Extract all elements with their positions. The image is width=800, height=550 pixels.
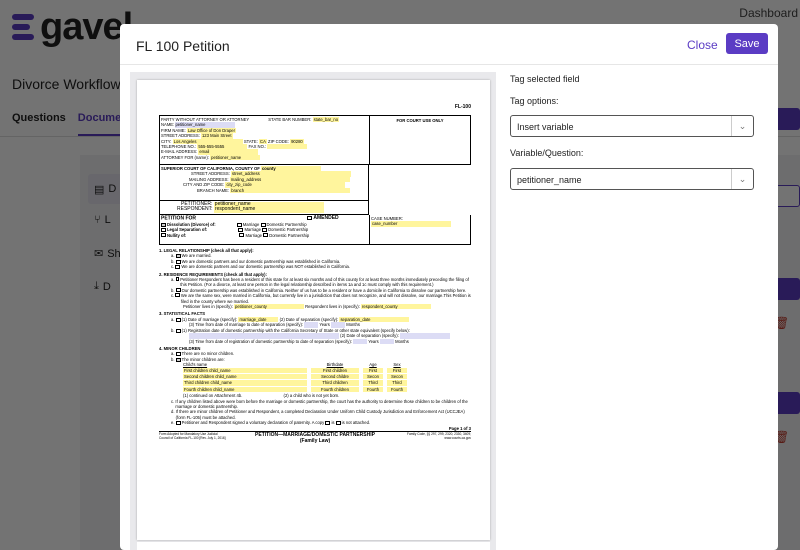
party-header: PARTY WITHOUT ATTORNEY OR ATTORNEY (161, 117, 250, 122)
child-birthdate-field[interactable]: Third children (311, 380, 359, 385)
child-sex-field[interactable]: Third (387, 380, 407, 385)
child-age-field[interactable]: First (363, 368, 383, 373)
variable-question-label: Variable/Question: (510, 148, 584, 158)
pdf-page-2 (137, 542, 490, 550)
county-field[interactable]: county (261, 166, 321, 171)
s2c-res-label: Respondent lives in (specify): (305, 304, 360, 310)
save-button[interactable]: Save (726, 33, 768, 54)
dom-opt: Domestic Partnership (266, 221, 307, 227)
birthdate-header: Birthdate (326, 362, 344, 368)
months-label: Months (395, 338, 409, 344)
zip-field[interactable]: 90280 (291, 138, 303, 144)
petition-for-label: PETITION FOR (161, 215, 196, 222)
court-city-field[interactable]: city_zip_code (225, 182, 345, 187)
s2b-text: Our domestic partnership was established in California. Neither of us has to be a resident or have a domicile in California to dissolve our partnership here. (181, 287, 467, 293)
months-label: Months (346, 322, 360, 328)
child-birthdate-field[interactable]: Second childre (311, 374, 359, 379)
legal-sep-label: Legal Separation of: (167, 227, 208, 233)
tag-options-value: Insert variable (517, 122, 574, 132)
dom-opt: Domestic Partnership (269, 232, 310, 238)
child-name-field[interactable]: Third children child_name (183, 380, 307, 385)
years-label: Years (319, 322, 330, 328)
court-branch-field[interactable]: branch (230, 188, 350, 193)
respondent-label: RESPONDENT: (177, 206, 213, 213)
firm-field[interactable]: Law Office of Don Draper (187, 127, 236, 133)
close-button[interactable]: Close (687, 38, 718, 52)
s2c-pet-label: Petitioner lives in (specify): (183, 304, 233, 310)
s2a-text: Petitioner Respondent has been a resident of this state for at least six months and of this county for at least three months immediately preceding the filing of this Petition. (For a divorce, at least one person in the legal relationship described in items 1a and 1c must comply with this requirement.) (180, 277, 469, 288)
fl100-form: FL-100 PARTY WITHOUT ATTORNEY OR ATTORNEY STATE BAR NUMBER: state_bar_no NAME: petitioner_name FIRM NAME: Law Office of Don Draper STREET ADDRESS: 123 Main Street CITY: Los Angeles STATE: CA ZIP CODE: 90280 TELEPHONE NO.: 555-555-5555 FAX NO.: E-MAIL ADDRESS: email ATTORNEY FOR (name): petitioner_name FOR COURT USE ONLY SUPERIOR COURT OF CALIFORNIA, COUNTY OF county STREET ADDRESS: street_address MAILING ADDRESS: mailing_address CITY AND ZIP CODE: city_zip_code BRANCH NAME: branch PETITIONER: petitioner_name RESPONDENT: respondent_name PETITION FOR AMENDED Dissolution (Divorce) of: Marriage Domestic Partnership Legal Separation of: Marriage Domestic Partnership Nullity of: Marriage Domestic Partnership CASE NUMBER: case_number 1. LEGAL RELATIONSHIP (check all that apply): a. We are married. b. We are domestic partners and our domestic partnership was established in California. c. We are domestic partners and our domestic partnership was NOT established in California. 2. RESIDENCE REQUIREMENTS (check all that apply): a. Petitioner Respondent has been a resident of this state for at least six months and of this county for at least three months immediately preceding the filing of this Petition. (For a divorce, at least one person in the legal relationship described in items 1a and 1c must comply with this requirement.) b. Our domestic partnership was established in California. Neither of us has to be a resident or have a domicile in California to dissolve our partnership here. c. We are the same sex, were married in California, but currently live in a jurisdiction that does not recognize, and will not dissolve, our marriage.This Petition is filed in the county where we married. Petitioner lives in (specify): petitioner_county Respondent lives in (specify): respondent_county 3. STATISTICAL FACTS a. (1) Date of marriage (specify): marriage_date (2) Date of separation (specify): separation_date (3) Time from date of marriage to date of separation (specify): Years Months b. (1) Registration date of domestic partnership with the California Secretary of State or other state equivalent (specify below): (2) Date of separation (specify): (3) Time from date of registration of domestic partnership to date of separation (specify): Years Months 4. MINOR CHILDREN a. There are no minor children. b. The minor children are: Child's name First children child_name Second children child_name Third children child_name Fourth children child_name Birthdate First children Second childre Third children Fourth children Age First Secon Third Fourth Sex First Secon Third Fourth (1) continued on Attachment 4b. (2) a child who is not yet born. c. If any children listed above were born before the marriage or domestic partnership, the court has the authority to determine those children to be children of the marriage or domestic partnership. d. If there are minor children of Petitioner and Respondent, a completed Declaration Under Uniform Child Custody Jurisdiction and Enforcement Act (UCCJEA) (form FL-105) must be attached. e. Petitioner and Respondent signed a voluntary declaration of paternity. A copy is is not attached. Page 1 of 3 Form Adopted for Mandatory Use Judicial Council of California FL-100 [Rev. July 1, 2016] PETITION—MARRIAGE/DOMESTIC PARTNERSHIP (Family Law) Family Code, §§ 297, 299, 2320, 2330, 3409; www.courts.ca.gov (159, 104, 471, 444)
email-field[interactable]: email (198, 149, 258, 154)
s3a2-label: (2) Date of separation (specify): (279, 316, 339, 322)
child-sex-field[interactable]: Fourth (387, 387, 407, 392)
child-name-field[interactable]: First children child_name (183, 368, 307, 373)
court-street-label: STREET ADDRESS: (191, 171, 230, 177)
child-name-header: Child's name (183, 362, 208, 368)
modal-divider (120, 64, 778, 65)
modal-title: FL 100 Petition (136, 38, 230, 54)
footer-left: Form Adopted for Mandatory Use Judicial Council of California FL-100 [Rev. July 1, 2016] (159, 432, 226, 440)
s4c-text: If any children listed above were born before the marriage or domestic partnership, the court has the authority to determine those children to be children of the marriage or domestic partnership. (175, 398, 468, 409)
tel-label: TELEPHONE NO.: (161, 144, 197, 150)
court-use-label: FOR COURT USE ONLY (396, 118, 444, 123)
state-label: STATE: (243, 138, 258, 144)
chevron-down-icon[interactable]: ⌄ (731, 116, 753, 136)
fax-field[interactable] (267, 144, 307, 149)
s2c-res-field[interactable]: respondent_county (361, 304, 431, 309)
atty-label: ATTORNEY FOR (name): (161, 154, 209, 160)
section-1-title: 1. LEGAL RELATIONSHIP (check all that apply): (159, 248, 254, 253)
fax-label: FAX NO.: (248, 144, 267, 150)
cont2-text: (2) a child who is not yet born. (283, 393, 340, 399)
s4b-text: The minor children are: (181, 356, 225, 362)
court-branch-label: BRANCH NAME: (197, 187, 230, 193)
name-label: NAME: (161, 122, 175, 128)
s3a2-field[interactable]: separation_date (339, 317, 409, 322)
variable-question-select[interactable] (510, 168, 754, 190)
court-mail-field[interactable]: mailing_address (230, 177, 350, 182)
s4a-text: There are no minor children. (181, 351, 235, 357)
sex-header: Sex (393, 362, 401, 368)
city-label: CITY: (161, 138, 172, 144)
tel-field[interactable]: 555-555-5555 (197, 144, 247, 149)
child-age-field[interactable]: Fourth (363, 387, 383, 392)
is-opt: is (331, 420, 335, 426)
pdf-page[interactable] (137, 80, 490, 540)
child-birthdate-field[interactable]: First children (311, 368, 359, 373)
s1b-text: We are domestic partners and our domestic partnership was established in California. (181, 258, 341, 264)
court-mail-label: MAILING ADDRESS: (189, 176, 229, 182)
zip-label: ZIP CODE: (268, 138, 289, 144)
nullity-label: Nullity of: (167, 232, 187, 238)
s3b1-label: (1) Registration date of domestic partnership with the California Secretary of State or other state equivalent (specify below): (181, 327, 410, 333)
dom-opt: Domestic Partnership (268, 227, 309, 233)
marriage-opt: Marriage (245, 232, 263, 238)
isnot-opt: is not (341, 420, 352, 426)
street-field[interactable]: 123 Main Street (201, 133, 232, 139)
child-age-field[interactable]: Third (363, 380, 383, 385)
bar-label: STATE BAR NUMBER: (268, 117, 312, 122)
section-4-title: 4. MINOR CHILDREN (159, 345, 201, 351)
s3a1-field[interactable]: marriage_date (238, 317, 278, 322)
tag-options-label: Tag options: (510, 96, 559, 106)
s3b3-label: (3) Time from date of registration of domestic partnership to date of separation (specify): (189, 338, 352, 344)
cont-text: (1) continued on Attachment 4b. (183, 393, 243, 399)
marriage-opt: Marriage (242, 221, 260, 227)
email-label: E-MAIL ADDRESS: (161, 149, 198, 155)
tag-options-select[interactable] (510, 115, 754, 137)
s2c-pet-field[interactable]: petitioner_county (234, 304, 304, 309)
court-street-field[interactable]: street_address (231, 171, 351, 176)
name-field[interactable]: petitioner_name (175, 122, 235, 127)
respondent-field[interactable]: respondent_name (214, 207, 324, 212)
s3a3-label: (3) Time from date of marriage to date of separation (specify): (189, 322, 304, 328)
child-sex-field[interactable]: Secon (387, 374, 407, 379)
child-sex-field[interactable]: First (387, 368, 407, 373)
footer-sub: (Family Law) (299, 438, 331, 444)
child-name-field[interactable]: Fourth children child_name (183, 387, 307, 392)
street-label: STREET ADDRESS: (161, 133, 200, 139)
s3a1-label: (1) Date of marriage (specify): (181, 316, 238, 322)
tag-selected-field-label: Tag selected field (510, 74, 580, 84)
dissolution-label: Dissolution (Divorce) of: (167, 221, 216, 227)
s1c-text: We are domestic partners and our domestic partnership was NOT established in California. (181, 264, 351, 270)
years-label: Years (368, 338, 379, 344)
section-3-title: 3. STATISTICAL FACTS (159, 311, 206, 317)
child-age-field[interactable]: Secon (363, 374, 383, 379)
child-birthdate-field[interactable]: Fourth children (311, 387, 359, 392)
court-label: SUPERIOR COURT OF CALIFORNIA, COUNTY OF (161, 166, 260, 171)
s4d-text: If there are minor children of Petitioner and Respondent, a completed Declaration Under Uniform Child Custody Jurisdiction and Enforcement Act (UCCJEA) (form FL-105) must be attached. (175, 409, 465, 420)
case-field[interactable]: case_number (371, 221, 451, 226)
state-field[interactable]: CA (260, 138, 266, 144)
page-number: Page 1 of 3 (159, 426, 471, 432)
petitioner-label: PETITIONER: (181, 201, 213, 207)
chevron-down-icon[interactable]: ⌄ (731, 169, 753, 189)
petitioner-field[interactable]: petitioner_name (214, 202, 324, 207)
atty-field[interactable]: petitioner_name (210, 155, 260, 160)
city-field[interactable]: Los Angeles (173, 139, 243, 144)
section-2-title: 2. RESIDENCE REQUIREMENTS (check all that apply): (159, 271, 267, 277)
s2c-text: We are the same sex, were married in California, but currently live in a jurisdiction that does not recognize, and will not dissolve, our marriage.This Petition is filed in the county where we married. (180, 293, 471, 304)
s1a-text: We are married. (181, 253, 212, 259)
s4e-text: Petitioner and Respondent signed a voluntary declaration of paternity. A copy (181, 420, 325, 426)
footer-right: Family Code, §§ 297, 299, 2320, 2330, 3409; www.courts.ca.gov (407, 432, 471, 440)
form-code: FL-100 (454, 104, 471, 110)
firm-label: FIRM NAME: (161, 127, 186, 133)
case-label: CASE NUMBER: (371, 216, 403, 221)
court-city-label: CITY AND ZIP CODE: (183, 182, 225, 188)
child-name-field[interactable]: Second children child_name (183, 374, 307, 379)
bar-field[interactable]: state_bar_no (313, 117, 339, 122)
footer-title: PETITION—MARRIAGE/DOMESTIC PARTNERSHIP (255, 432, 375, 438)
amended-label: AMENDED (313, 215, 339, 222)
marriage-opt: Marriage (244, 227, 261, 233)
variable-question-value: petitioner_name (517, 175, 582, 185)
attached-text: attached. (352, 420, 371, 426)
s3b2-label: (2) Date of separation (specify): (340, 333, 399, 339)
age-header: Age (369, 362, 377, 368)
petition-modal (120, 24, 778, 550)
